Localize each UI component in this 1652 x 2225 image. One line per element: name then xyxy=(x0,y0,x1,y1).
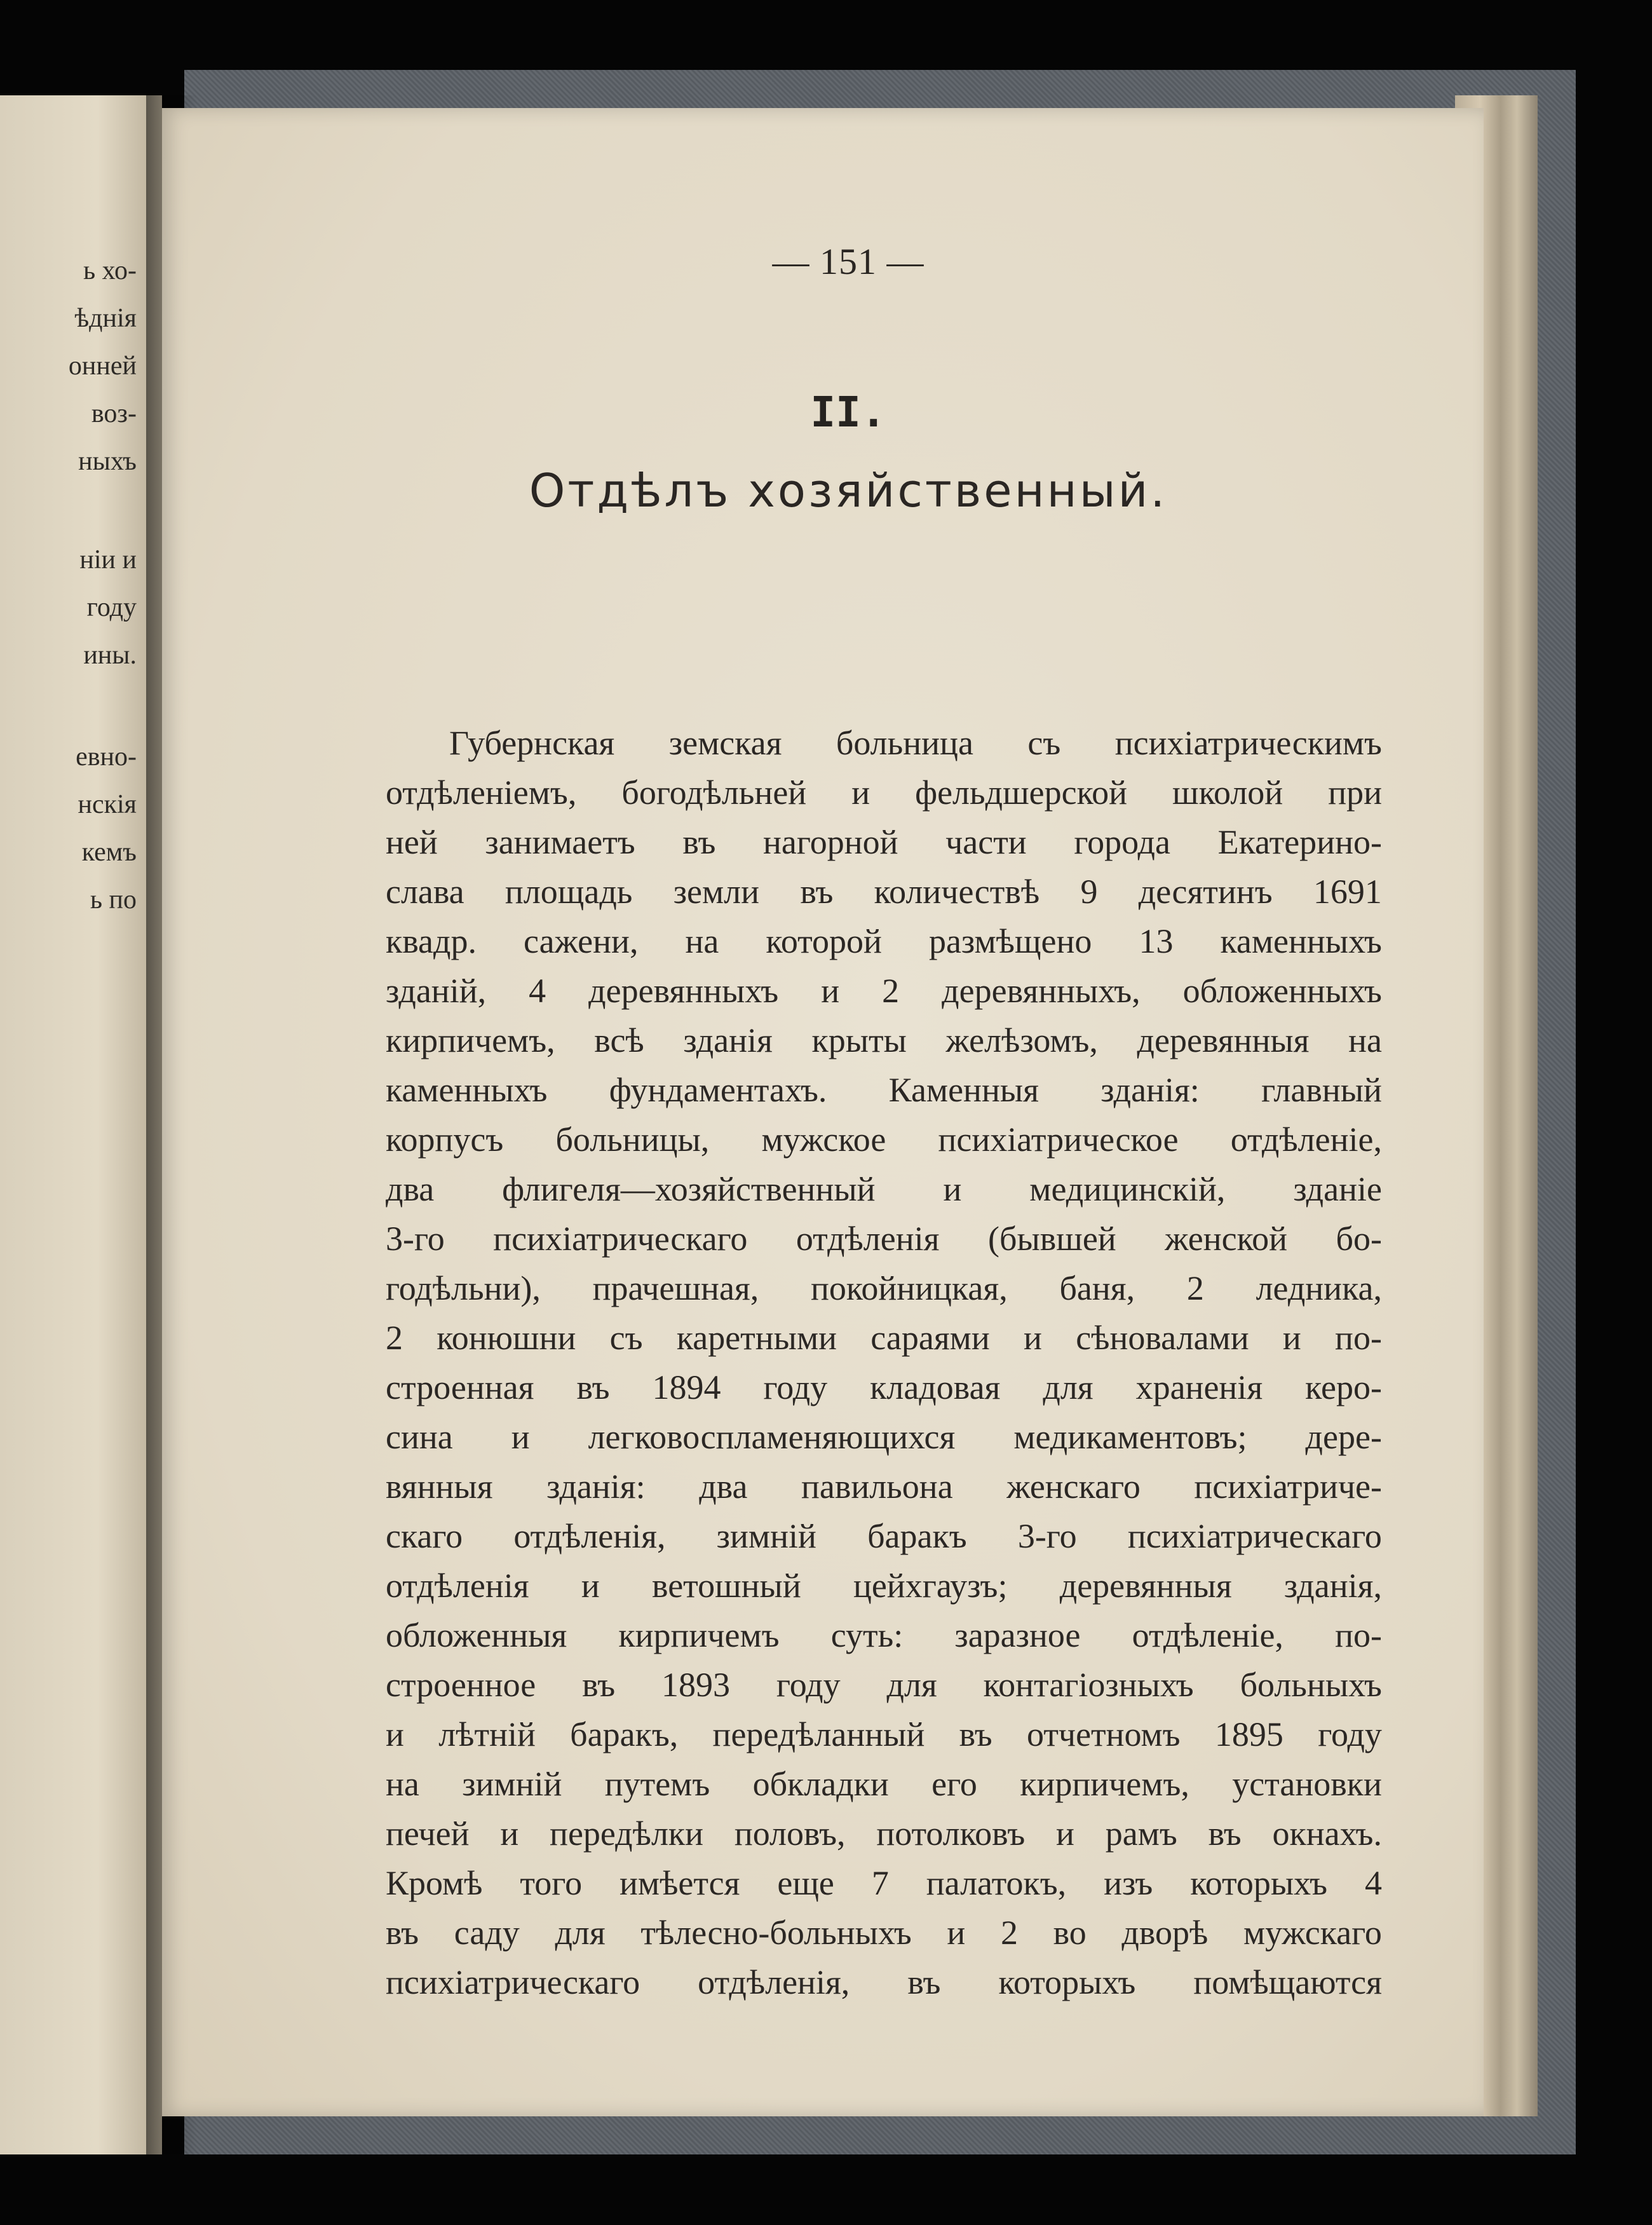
word: нагорной xyxy=(763,823,898,861)
word: кирпичемъ xyxy=(618,1616,780,1654)
word: печей xyxy=(386,1814,470,1853)
word: размѣщено xyxy=(928,922,1092,960)
word: (бывшей xyxy=(988,1220,1116,1258)
text-line xyxy=(386,1263,1382,1313)
word: земли xyxy=(673,873,760,911)
text-line xyxy=(386,966,1382,1016)
word: и xyxy=(943,1170,962,1208)
word: площадь xyxy=(504,873,633,911)
word: психіатрическимъ xyxy=(1114,724,1382,762)
word: по- xyxy=(1335,1319,1382,1357)
word: году xyxy=(763,1368,828,1406)
word: десятинъ xyxy=(1138,873,1273,911)
word: всѣ xyxy=(594,1021,644,1059)
word: отдѣленіемъ, xyxy=(386,773,577,812)
word: зданій, xyxy=(386,972,487,1010)
word: главный xyxy=(1261,1071,1382,1109)
left-page-line: году xyxy=(86,593,137,622)
word: корпусъ xyxy=(386,1120,504,1159)
word: покойницкая, xyxy=(811,1269,1008,1307)
word: 2 xyxy=(1186,1269,1204,1307)
word: психіатрическаго xyxy=(1127,1517,1382,1555)
word: количествѣ xyxy=(874,873,1040,911)
word: которой xyxy=(766,922,882,960)
word: съ xyxy=(609,1319,643,1357)
main-page xyxy=(162,108,1484,2116)
word: 7 xyxy=(871,1864,889,1902)
word: окнахъ. xyxy=(1272,1814,1382,1853)
word: 2 xyxy=(882,972,900,1010)
text-line xyxy=(386,718,1382,768)
word: Екатерино- xyxy=(1217,823,1382,861)
word: психіатрическаго xyxy=(386,1963,640,2001)
word: баракъ xyxy=(867,1517,967,1555)
word: въ xyxy=(386,1914,419,1952)
left-page-line: ины. xyxy=(83,641,137,670)
word: палатокъ, xyxy=(926,1864,1067,1902)
word: въ xyxy=(682,823,716,861)
text-line xyxy=(386,1065,1382,1115)
word: сажени, xyxy=(523,922,639,960)
left-page-line: ѣднія xyxy=(74,304,137,333)
word: съ xyxy=(1027,724,1061,762)
word: установки xyxy=(1232,1765,1382,1803)
word: въ xyxy=(907,1963,941,2001)
word: прачешная, xyxy=(592,1269,759,1307)
word: психіатриче- xyxy=(1194,1467,1382,1506)
word: храненія xyxy=(1135,1368,1263,1406)
word: бо- xyxy=(1336,1220,1382,1258)
word: зимній xyxy=(462,1765,562,1803)
word: фельдшерской xyxy=(915,773,1127,812)
word: отдѣленія, xyxy=(698,1963,850,2001)
word: больницы, xyxy=(555,1120,710,1159)
word: города xyxy=(1074,823,1171,861)
word: зданія xyxy=(683,1021,773,1059)
word: 3-го xyxy=(1017,1517,1077,1555)
word: психіатрическаго xyxy=(493,1220,748,1258)
word: баракъ, xyxy=(570,1715,679,1753)
word: при xyxy=(1328,773,1382,812)
word: фундаментахъ. xyxy=(609,1071,827,1109)
left-page-line: нскія xyxy=(78,790,137,819)
word: его xyxy=(931,1765,977,1803)
word: изъ xyxy=(1104,1864,1153,1902)
word: и xyxy=(511,1418,530,1456)
word: 1894 xyxy=(652,1368,721,1406)
word: сина xyxy=(386,1418,453,1456)
word: каменныхъ xyxy=(1220,922,1382,960)
text-line xyxy=(386,916,1382,966)
word: путемъ xyxy=(604,1765,710,1803)
text-line xyxy=(386,1710,1382,1759)
word: отдѣленія xyxy=(796,1220,940,1258)
word: ней xyxy=(386,823,438,861)
word: обложенныхъ xyxy=(1182,972,1382,1010)
word: и xyxy=(821,972,840,1010)
word: 2 xyxy=(1000,1914,1018,1952)
word: отчетномъ xyxy=(1027,1715,1181,1753)
word: зданія: xyxy=(546,1467,646,1506)
word: на xyxy=(685,922,719,960)
left-page-line: евно- xyxy=(76,742,137,772)
word: отдѣленія xyxy=(386,1567,529,1605)
word: скаго xyxy=(386,1517,463,1555)
text-line xyxy=(386,1561,1382,1610)
word: въ xyxy=(800,873,834,911)
word: контагіозныхъ xyxy=(983,1666,1194,1704)
text-line xyxy=(386,768,1382,817)
word: каретными xyxy=(676,1319,837,1357)
word: Губернская xyxy=(449,724,615,762)
word: того xyxy=(520,1864,583,1902)
word: сараями xyxy=(870,1319,990,1357)
word: керо- xyxy=(1305,1368,1382,1406)
word: 3-го xyxy=(386,1220,445,1258)
text-line xyxy=(386,1957,1382,2007)
text-line xyxy=(386,1908,1382,1957)
word: мужское xyxy=(761,1120,886,1159)
text-line xyxy=(386,1115,1382,1164)
word: саду xyxy=(454,1914,520,1952)
word: цейхгаузъ; xyxy=(853,1567,1008,1605)
word: женскаго xyxy=(1006,1467,1141,1506)
word: легковоспламеняющихся xyxy=(588,1418,956,1456)
word: на xyxy=(1348,1021,1382,1059)
chapter-number: II. xyxy=(810,388,886,437)
word: павильона xyxy=(801,1467,953,1506)
left-page-line: ь хо- xyxy=(83,256,137,285)
word: лѣтній xyxy=(438,1715,536,1753)
word: деревянныя xyxy=(1137,1021,1310,1059)
word: богодѣльней xyxy=(621,773,807,812)
word: отдѣленіе, xyxy=(1132,1616,1283,1654)
word: 4 xyxy=(529,972,546,1010)
word: Кромѣ xyxy=(386,1864,483,1902)
word: зданія: xyxy=(1100,1071,1200,1109)
word: которыхъ xyxy=(998,1963,1136,2001)
word: 1895 xyxy=(1214,1715,1283,1753)
word: два xyxy=(699,1467,748,1506)
word: конюшни xyxy=(437,1319,576,1357)
word: деревянныя xyxy=(1059,1567,1232,1605)
word: и xyxy=(581,1567,600,1605)
text-line xyxy=(386,1759,1382,1809)
word: 13 xyxy=(1139,922,1174,960)
word: имѣется xyxy=(620,1864,740,1902)
word: женской xyxy=(1165,1220,1287,1258)
word: обложенныя xyxy=(386,1616,567,1654)
word: Каменныя xyxy=(888,1071,1039,1109)
word: слава xyxy=(386,873,464,911)
word: по- xyxy=(1335,1616,1382,1654)
text-line xyxy=(386,867,1382,916)
word: сѣновалами xyxy=(1076,1319,1249,1357)
word: кладовая xyxy=(870,1368,1001,1406)
word: на xyxy=(386,1765,419,1803)
word: половъ, xyxy=(734,1814,846,1853)
word: и xyxy=(1024,1319,1042,1357)
word: въ xyxy=(1208,1814,1242,1853)
word: для xyxy=(886,1666,937,1704)
word: обкладки xyxy=(752,1765,889,1803)
word: которыхъ xyxy=(1190,1864,1328,1902)
word: во xyxy=(1053,1914,1087,1952)
word: году xyxy=(776,1666,841,1704)
word: и xyxy=(1282,1319,1301,1357)
word: передѣланный xyxy=(712,1715,925,1753)
word: въ xyxy=(582,1666,616,1704)
left-page-line: ніи и xyxy=(79,545,137,575)
body-text xyxy=(386,718,1382,2007)
word: мужскаго xyxy=(1243,1914,1382,1952)
word: 1691 xyxy=(1313,873,1382,911)
text-line xyxy=(386,1363,1382,1412)
word: передѣлки xyxy=(550,1814,704,1853)
word: 2 xyxy=(386,1319,403,1357)
word: рамъ xyxy=(1105,1814,1177,1853)
word: заразное xyxy=(954,1616,1081,1654)
text-line xyxy=(386,1809,1382,1858)
word: для xyxy=(555,1914,606,1952)
text-line xyxy=(386,1313,1382,1363)
word: и xyxy=(500,1814,519,1853)
word: баня, xyxy=(1059,1269,1135,1307)
word: каменныхъ xyxy=(386,1071,548,1109)
left-page-line: кемъ xyxy=(81,838,137,867)
text-line xyxy=(386,817,1382,867)
text-line xyxy=(386,1462,1382,1511)
word: помѣщаются xyxy=(1193,1963,1382,2001)
word: отдѣленіе, xyxy=(1230,1120,1382,1159)
left-page-line: воз- xyxy=(91,399,137,428)
word: ветошный xyxy=(652,1567,801,1605)
word: квадр. xyxy=(386,922,477,960)
word: психіатрическое xyxy=(938,1120,1179,1159)
text-line xyxy=(386,1016,1382,1065)
word: 4 xyxy=(1364,1864,1382,1902)
word: въ xyxy=(959,1715,992,1753)
text-line xyxy=(386,1511,1382,1561)
word: годѣльни), xyxy=(386,1269,541,1307)
left-page-line: онней xyxy=(68,351,137,381)
word: и xyxy=(947,1914,966,1952)
word: деревянныхъ, xyxy=(942,972,1141,1010)
text-line xyxy=(386,1858,1382,1908)
page-number: — 151 — xyxy=(772,241,924,282)
word: 9 xyxy=(1080,873,1098,911)
word: земская xyxy=(668,724,782,762)
word: и xyxy=(851,773,870,812)
word: еще xyxy=(777,1864,834,1902)
word: вянныя xyxy=(386,1467,493,1506)
word: крыты xyxy=(811,1021,907,1059)
chapter-title: Отдѣлъ хозяйственный. xyxy=(529,464,1168,517)
word: году xyxy=(1318,1715,1382,1753)
text-line xyxy=(386,1610,1382,1660)
word: и xyxy=(1056,1814,1074,1853)
word: 1893 xyxy=(661,1666,731,1704)
word: больныхъ xyxy=(1240,1666,1382,1704)
text-line xyxy=(386,1164,1382,1214)
word: флигеля—хозяйственный xyxy=(502,1170,876,1208)
word: суть: xyxy=(830,1616,904,1654)
word: въ xyxy=(576,1368,610,1406)
word: строенное xyxy=(386,1666,536,1704)
word: части xyxy=(945,823,1027,861)
word: медикаментовъ; xyxy=(1013,1418,1247,1456)
word: отдѣленія, xyxy=(513,1517,666,1555)
left-page-line: ь по xyxy=(90,885,137,915)
word: деревянныхъ xyxy=(588,972,779,1010)
word: дворѣ xyxy=(1121,1914,1209,1952)
word: дере- xyxy=(1305,1418,1382,1456)
word: кирпичемъ, xyxy=(386,1021,555,1059)
word: потолковъ xyxy=(876,1814,1026,1853)
word: для xyxy=(1043,1368,1093,1406)
word: кирпичемъ, xyxy=(1020,1765,1189,1803)
word: школой xyxy=(1172,773,1283,812)
word: зданіе xyxy=(1293,1170,1382,1208)
word: зданія, xyxy=(1283,1567,1382,1605)
word: больница xyxy=(836,724,973,762)
word: строенная xyxy=(386,1368,534,1406)
word: занимаетъ xyxy=(485,823,635,861)
word: тѣлесно-больныхъ xyxy=(640,1914,912,1952)
word: зимній xyxy=(716,1517,816,1555)
word: желѣзомъ, xyxy=(945,1021,1098,1059)
text-line xyxy=(386,1214,1382,1263)
text-line xyxy=(386,1412,1382,1462)
word: два xyxy=(386,1170,435,1208)
text-line xyxy=(386,1660,1382,1710)
left-page xyxy=(0,95,162,2154)
word: ледника, xyxy=(1256,1269,1382,1307)
word: медицинскій, xyxy=(1029,1170,1226,1208)
left-page-line: ныхъ xyxy=(78,447,137,476)
word: и xyxy=(386,1715,404,1753)
